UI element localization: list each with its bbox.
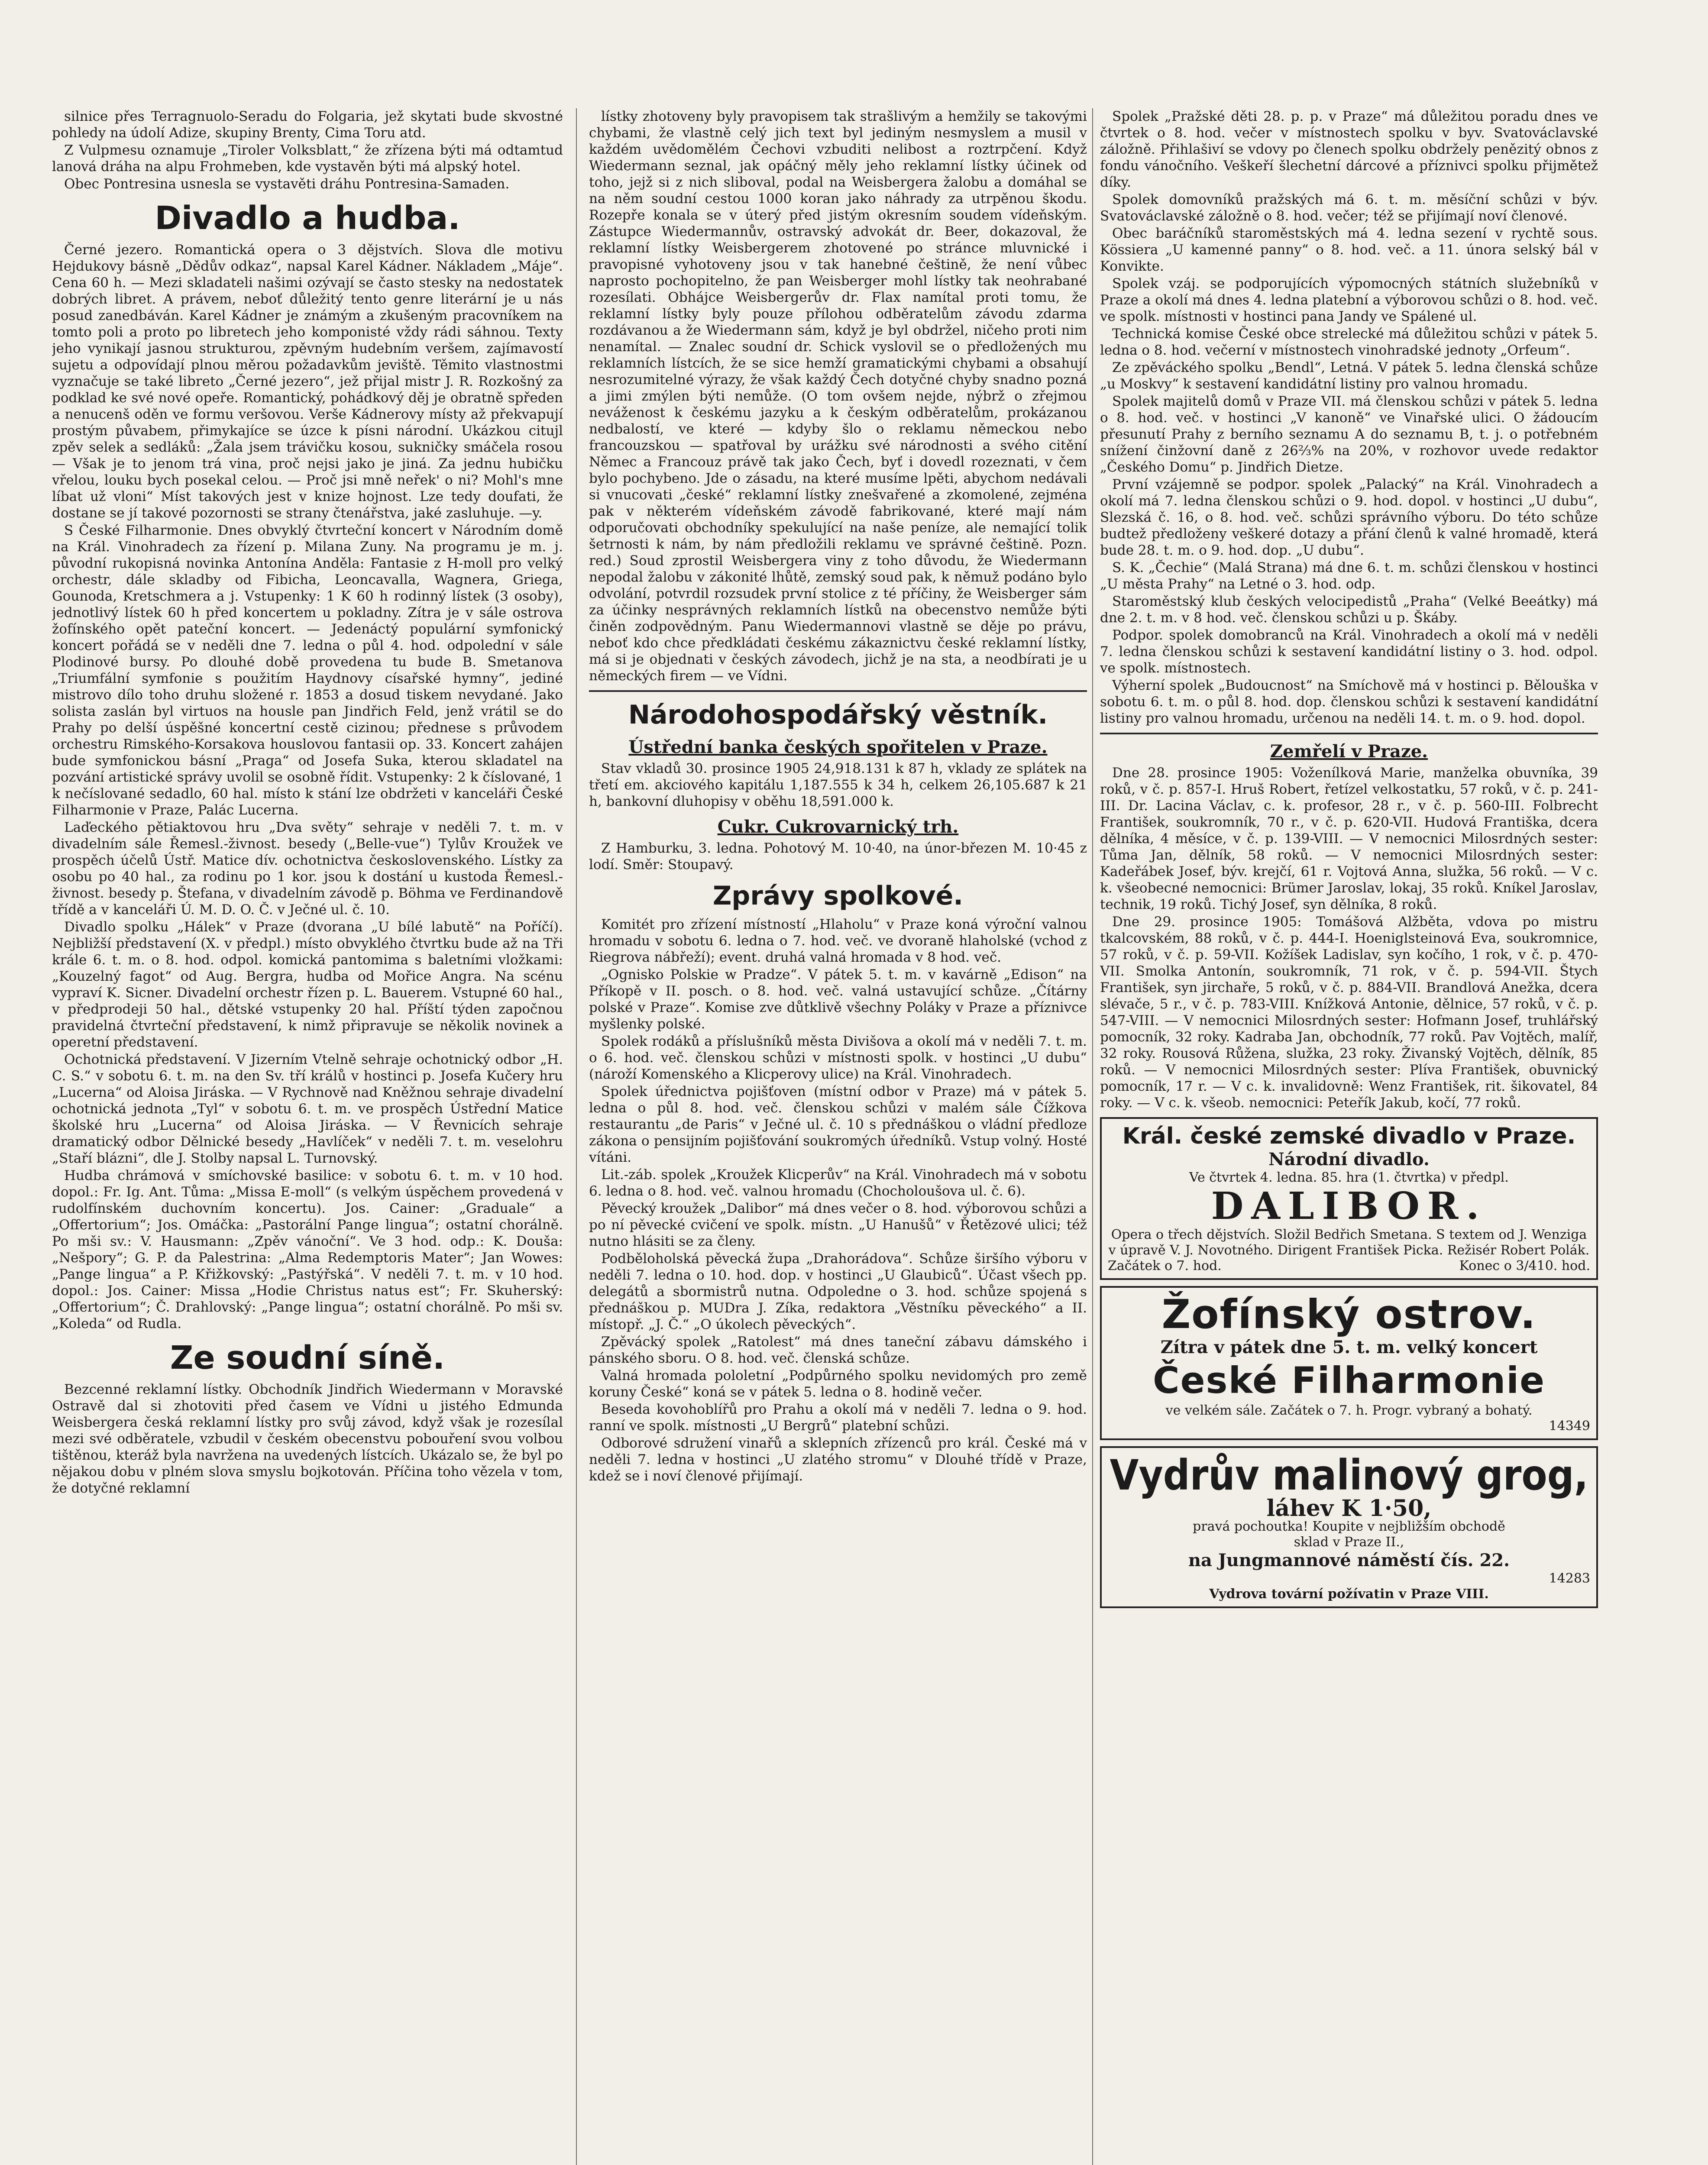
ad-line: Zítra v pátek dne 5. t. m. velký koncert — [1160, 1337, 1538, 1357]
article-paragraph: Valná hromada pololetní „Podpůrného spolku nevidomých pro země koruny České“ koná se v pátek 5. ledna o 8. hodině večer. — [589, 1368, 1087, 1400]
article-paragraph: Obec Pontresina usnesla se vystavěti dráhu Pontresina-Samaden. — [64, 176, 510, 192]
ad-number: 14283 — [1549, 1571, 1590, 1586]
ad-end: Konec o 3/410. hod. — [1459, 1258, 1590, 1273]
article-paragraph: Stav vkladů 30. prosince 1905 24,918.131 k 87 h, vklady ze splátek na třetí em. akciového kapitálu 1,187.555 k 34 h, celkem 26,105.687 k 21 h, bankovní dluhopisy v oběhu 18,591.000 k. — [589, 761, 1087, 809]
article-paragraph: Zpěvácký spolek „Ratolest“ má dnes taneční zábavu dámského i pánského sboru. O 8. hod. več. členská schůze. — [589, 1334, 1087, 1366]
article-paragraph: Odborové sdružení vinařů a sklepních zřízenců pro král. České má v neděli 7. ledna v hostinci „U zlatého stromu“ v Dlouhé třídě v Praze, kdež se i noví členové přijímají. — [589, 1435, 1087, 1484]
article-paragraph: „Ognisko Polskie w Pradze“. V pátek 5. t. m. v kavárně „Edison“ na Příkopě v II. posch. o 8. hod. več. valná ustavující schůze. „Čítárny polské v Praze“. Komise zve důtklivě všechny Poláky v Praze a příznivce myšlenky polské. — [589, 967, 1087, 1032]
article-paragraph: Ochotnická představení. V Jizerním Vtelně sehraje ochotnický odbor „H. C. S.“ v sobotu 6. t. m. na den Sv. tří králů v hostinci p. Josefa Kučery hru „Lucerna“ od Aloisa Jiráska. — V Rychnově nad Kněžnou sehraje divadelní ochotnická jednota „Tyl“ v sobotu 6. t. m. ve prospěch Ústřední Matice školské hru „Lucerna“ od Aloisa Jiráska. — V Řevnicích sehraje dramatický odbor Dělnické besedy „Havlíček“ v neděli 7. t. m. veselohru „Staří blázni“, dle J. Stolby napsal L. Turnovský. — [52, 1052, 563, 1166]
article-paragraph: Komitét pro zřízení místností „Hlaholu“ v Praze koná výroční valnou hromadu v sobotu 6. ledna o 7. hod. več. ve dvoraně hlaholské (vchod z Riegrova nábřeží); event. druhá valná hromada v 8 hod. več. — [589, 917, 1087, 965]
ad-line-2: sklad v Praze II., — [1294, 1535, 1404, 1550]
ad-description: Opera o třech dějstvích. Složil Bedřich Smetana. S textem od J. Wenziga v úpravě V. J. Novotného. Dirigent František Picka. Režisér Robert Polák. — [1108, 1227, 1590, 1258]
article-paragraph: Spolek domovníků pražských má 6. t. m. měsíční schůzi v býv. Svatováclavské záložně o 8. hod. večer; též se přijímají noví členové. — [1100, 192, 1598, 224]
column-rule-2 — [1092, 108, 1093, 2165]
article-paragraph: Technická komise České obce strelecké má důležitou schůzi v pátek 5. ledna o 8. hod. večerní v místnostech vinohradské jednoty „Orfeum“. — [1100, 326, 1598, 358]
ad-orchestra: České Filharmonie — [1152, 1359, 1546, 1402]
column-right — [1100, 108, 1598, 2165]
ad-number: 14349 — [1549, 1419, 1590, 1434]
section-heading-soudni: Ze soudní síně. — [170, 1339, 445, 1377]
ad-subtitle: Národní divadlo. — [1268, 1149, 1430, 1170]
article-paragraph: Lit.-záb. spolek „Kroužek Klicperův“ na Král. Vinohradech má v sobotu 6. ledna o 8. hod. več. valnou hromadu (Chocholoušova ul. č. 6). — [589, 1167, 1087, 1199]
article-paragraph: První vzájemně se podpor. spolek „Palacký“ na Král. Vinohradech a okolí má 7. ledna členskou schůzi o 9. hod. dopol. v hostinci „U dubu“, Slezská č. 16, o 8. hod. več. schůzi správního výboru. Do této schůze budtež předloženy veškeré dotazy a přání členů k valné hromadě, která bude 28. t. m. o 9. hod. dop. „U dubu“. — [1100, 477, 1598, 558]
ad-price: láhev K 1·50, — [1266, 1495, 1432, 1522]
section-heading-spolkove: Zprávy spolkové. — [712, 881, 964, 911]
theatre-advertisement — [1100, 1117, 1598, 1280]
ad-footer: ve velkém sále. Začátek o 7. h. Progr. vybraný a bohatý. — [1165, 1403, 1533, 1418]
ad-start: Začátek o 7. hod. — [1108, 1258, 1222, 1273]
article-paragraph: Spolek majitelů domů v Praze VII. má členskou schůzi v pátek 5. ledna o 8. hod. več. v hostinci „V kanoně“ ve Vinařské ulici. O žádoucím přesunutí Prahy z berního seznamu A do seznamu B, t. j. o potřebném snížení činžovní daně z 26⅔% na 20%, v rozhovor uvede redaktor „Českého Domu“ p. Jindřich Dietze. — [1100, 394, 1598, 475]
subheading-cukr: Cukr. Cukrovarnický trh. — [717, 817, 959, 837]
article-paragraph: Laďeckého pětiaktovou hru „Dva světy“ sehraje v neděli 7. t. m. v divadelním sále Řemesl.-živnost. besedy („Belle-vue“) Tylův Kroužek ve prospěch účelů Ústř. Matice dív. ochotnictva československého. Lístky za osobu po 40 hal., za rodinu po 1 kor. jsou k dostání u kustoda Řemesl.-živnost. besedy p. Štefana, v divadelním závodě p. Böhma ve Ferdinandově třídě a v kanceláři Ú. M. D. O. Č. v Ječné ul. č. 10. — [52, 820, 563, 918]
column-middle — [589, 108, 1087, 2165]
divider — [1100, 733, 1598, 734]
ad-line: Ve čtvrtek 4. ledna. 85. hra (1. čtvrtka) v předpl. — [1189, 1170, 1509, 1185]
article-paragraph: Pěvecký kroužek „Dalibor“ má dnes večer o 8. hod. výborovou schůzi a po ní pěvecké cvičení ve spolk. místn. „U Hanušů“ v Řetězové ulici; též nutno hlásiti se za členy. — [589, 1201, 1087, 1249]
ad-title: Král. české zemské divadlo v Praze. — [1122, 1123, 1576, 1149]
ad-venue: Žofínský ostrov. — [1161, 1291, 1537, 1338]
article-paragraph: Spolek rodáků a příslušníků města Divišova a okolí má v neděli 7. t. m. o 6. hod. več. členskou schůzi v místnosti spolk. v hostinci „U dubu“ (nároží Komenského a Klicperovy ulice) na Král. Vinohradech. — [589, 1034, 1087, 1082]
article-paragraph: S České Filharmonie. Dnes obvyklý čtvrteční koncert v Národním domě na Král. Vinohradech za řízení p. Milana Zuny. Na programu je m. j. původní rukopisná novinka Antonína Anděla: Fantasie z H-moll pro velký orchestr, dále skladby od Fibicha, Leoncavalla, Wagnera, Griega, Gounoda, Kretschmera a j. Vstupenky: 1 K 60 h rodinný lístek (3 osoby), jednotlivý lístek 60 h před koncertem u pokladny. Zítra je v sále ostrova žofínského opět pateční koncert. — Jedenáctý populární symfonický koncert pořádá se v neděli dne 7. ledna o půl 4. hod. odpolední v sále Plodinové bursy. Po dlouhé době provedena tu bude B. Smetanova „Triumfální symfonie s použitím Haydnovy císařské hymny“, jediné mistrovo dílo toho druhu složené r. 1853 a dosud tiskem nevydané. Jako solista zaslán byl virtuos na housle pan Jindřich Feld, jenž vrátil se do Prahy po delší úspěšné koncertní cestě cizinou; přednese s průvodem orchestru Rimského-Korsakova houslovou fantasii op. 33. Koncert zahájen bude symfonickou básní „Praga“ od Josefa Suka, kterou skladatel na pozvání artistické správy uvolil se osobně řídit. Vstupenky: 2 k číslované, 1 k nečíslované sedadlo, 60 hal. místo k stání lze obdržeti v kanceláři České Filharmonie v Praze, Palác Lucerna. — [52, 523, 563, 818]
article-paragraph: Obec baráčníků staroměstských má 4. ledna sezení v rychtě sous. Kössiera „U kamenné panny“ o 8. hod. več. a 11. února selský bál v Konvikte. — [1100, 226, 1598, 274]
article-paragraph: Z Hamburku, 3. ledna. Pohotový M. 10·40, na únor-březen M. 10·45 z lodí. Směr: Stoupavý. — [589, 840, 1087, 872]
article-paragraph: Staroměstský klub českých velocipedistů „Praha“ (Velké Beeátky) má dne 2. t. m. v 8 hod. več. členskou schůzi u p. Škáby. — [1100, 594, 1598, 626]
section-heading-narodohospodarsky: Národohospodářský věstník. — [628, 700, 1048, 730]
grog-advertisement — [1100, 1446, 1598, 1608]
column-left — [52, 108, 563, 2165]
article-paragraph: Spolek „Pražské děti 28. p. p. v Praze“ má důležitou poradu dnes ve čtvrtek o 8. hod. večer v místnostech spolku v byv. Svatováclavské záložně. Přihlašiví se vdovy po členech spolku obdržely penězitý obnos z fondu vánočního. Veškeří šlechetní dárcové a příznivci spolku přijmětež díky. — [1100, 109, 1598, 190]
article-paragraph: Černé jezero. Romantická opera o 3 dějstvích. Slova dle motivu Hejdukovy básně „Dědův odkaz“, napsal Karel Kádner. Nákladem „Máje“. Cena 60 h. — Mezi skladateli našimi ozývají se často stesky na nedostatek dobrých libret. A právem, neboť důležitý tento genre literární je u nás posud zanedbáván. Karel Kádner je známým a zkušeným pracovníkem na tomto poli a proto po libretech jeho komponisté vždy rádi sáhnou. Texty jeho vynikají jasnou strukturou, zpěvným hudebním veršem, zajímavostí sujetu a odpovídají plnou měrou požadavkům jeviště. Těmito vlastnostmi vyznačuje se také libreto „Černé jezero“, jež přijal mistr J. R. Rozkošný za podklad ke své nové opeře. Romantický, pohádkový děj je obratně spředen a nenucenš oděn ve formu veršovou. Verše Kádnerovy místy až překvapují prostým půvabem, přimykajíce se úzce k písni národní. Ukázkou citujl zpěv selek a sedláků: „Žala jsem trávičku kosou, sukničky smáčela rosou — Však je to jenom trá vina, proč nejsi jako je jiná. Za jednu hubičku vřelou, louku bych posekal celou. — Proč jsi mně neřek' o ni? Mohl's mne líbat už vloni“ Míst takových jest v knize hojnost. Lze tedy doufati, že dostane se jí takové pozornosti se strany čtenářstva, jaké zasluhuje. —y. — [52, 242, 563, 521]
ad-address: na Jungmannové náměstí čís. 22. — [1188, 1550, 1510, 1570]
article-paragraph: Z Vulpmesu oznamuje „Tiroler Volksblatt,“ že zřízena býti má odtamtud lanová dráha na alpu Frohmeben, kde vystavěn býti má alpský hotel. — [52, 142, 563, 174]
section-heading-divadlo: Divadlo a hudba. — [155, 200, 460, 237]
article-paragraph: Hudba chrámová v smíchovské basilice: v sobotu 6. t. m. v 10 hod. dopol.: Fr. Ig. Ant. Tůma: „Missa E-moll“ (s velkým úspěchem provedená v rudolfínském duchovním koncertu). Jos. Cainer: „Graduale“ a „Offertorium“; Jos. Omáčka: „Pastorální Pange lingua“; ostatní chorálně. Po mši sv.: V. Hausmann: „Zpěv vánoční“. Ve 3 hod. odp.: K. Douša: „Nešpory“; G. P. da Palestrina: „Alma Redemptoris Mater“; Jan Wowes: „Pange lingua“ a P. Křižkovský: „Pastýřská“. V neděli 7. t. m. v 10 hod. dopol.: Jos. Cainer: Missa „Hodie Christus natus est“; Fr. Skuherský: „Offertorium“; Č. Drahlovský: „Pange lingua“; ostatní chorálně. Po mši sv. „Koleda“ od Rudla. — [52, 1168, 563, 1331]
concert-advertisement — [1100, 1286, 1598, 1440]
section-heading-zemreli: Zemřelí v Praze. — [1270, 741, 1428, 762]
article-paragraph: Spolek vzáj. se podporujících výpomocných státních služebníků v Praze a okolí má dnes 4. ledna platební a výborovou schůzi o 8. hod. več. ve spolk. místnosti v hostinci pana Jandy ve Spálené ul. — [1100, 276, 1598, 324]
article-paragraph: Divadlo spolku „Hálek“ v Praze (dvorana „U bílé labutě“ na Poříčí). Nejbližší představení (X. v předpl.) místo obvyklého čtvrtku bude až na Tři krále 6. t. m. o 8. hod. odpol. komická pantomima s baletními vložkami: „Kouzelný fagot“ od Aug. Bergra, hudba od Mořice Angra. Na scénu vypraví K. Sicner. Divadelní orchestr řízen p. L. Bauerem. Vstupné 60 hal., v předprodeji 50 hal., dětské vstupenky 20 hal. Příští týden započnou pravidelná čtvrteční představení, k nimž připravuje se několik novinek a operetní představení. — [52, 919, 563, 1050]
article-paragraph: Spolek úřednictva pojišťoven (místní odbor v Praze) má v pátek 5. ledna o půl 8. hod. več. členskou schůzi v malém sále Čížkova restaurantu „de Paris“ v Ječné ul. č. 10 s přednáškou o vládní předloze zákona o pensijním pojišťování soukromých úředníků. Vstup volný. Hosté vítáni. — [589, 1084, 1087, 1165]
article-paragraph: Dne 29. prosince 1905: Tomášová Alžběta, vdova po mistru tkalcovském, 88 roků, v č. p. 444-I. Hoeniglsteinová Eva, soukromnice, 57 roků, v č. p. 59-VII. Kožíšek Ladislav, syn kočího, 1 rok, v č. p. 470-VII. Smolka Antonín, soukromník, 71 rok, v č. p. 594-VII. Štych František, syn jirchaře, 5 roků, v č. p. 884-VII. Brandlová Anežka, dcera slévače, 5 r., v č. p. 783-VIII. Knížková Antonie, dělnice, 57 roků, v č. p. 547-VIII. — V nemocnici Milosrdných sester: Hofmann Josef, truhlářský pomocník, 32 roky. Kadraba Jan, obchodník, 77 roků. Pav Vojtěch, malíř, 32 roky. Rousová Růžena, služka, 23 roky. Živanský Vojtěch, dělník, 85 roků. — V nemocnici Milosrdných sester: Plíva František, obuvnický pomocník, 17 r. — V c. k. invalidovně: Wenz František, rit. šikovatel, 84 roky. — V c. k. všeob. nemocnici: Peteřík Jakub, kočí, 77 roků. — [1100, 914, 1598, 1111]
subheading-banka: Ústřední banka českých spořitelen v Praze. — [628, 737, 1048, 757]
ad-footer: Vydrova tovární požívatin v Praze VIII. — [1209, 1587, 1489, 1602]
article-paragraph: lístky zhotoveny byly pravopisem tak strašlivým a hemžily se takovými chybami, že vlastně celý jich text byl jediným nesmyslem a musil v každém uvědomělém Čechovi vzbuditi nelibost a roztrpčení. Když Wiedermann seznal, jak opáčný měly jeho reklamní lístky účinek od toho, jejž si z nich sliboval, podal na Weisbergera žalobu a domáhal se na něm soudní cestou 1000 koran jako náhrady za utrpěnou škodu. Rozepře konala se v úterý před jistým okresním soudem vídeňským. Zástupce Wiedermannův, ostravský advokát dr. Beer, dokazoval, že reklamní lístky Weisbergerem zhotovené po stránce mluvnické i pravopisné vyhotoveny jsou v tak hanebné češtině, že není vůbec naprosto pochopitelno, že pan Weisberger mohl lístky tak neohrabané rozesílati. Obhájce Weisbergerův dr. Flax namítal proti tomu, že reklamní lístky byly pouze přílohou odběratelům závodu zdarma rozdávanou a že Wiedermann sám, když je byl obdržel, ničeho proti nim nenamítal. — Znalec soudní dr. Schick vyslovil se o předložených mu reklamních lístcích, že se sice hemží gramatickými chybami a obsahují nesrozumitelné výrazy, že však každý Čech dotyčné chyby snadno pozná a jimi zmýlen býti nemůže. (O tom ovšem nejde, nýbrž o zřejmou neváženost k českému jazyku a k českým odběratelům, prokázanou nedbalostí, ve které — kdyby šlo o reklamu německou nebo francouzskou — spatřoval by urážku své národnosti a svého citění Němec a Francouz právě tak jako Čech, byť i dovedl rozeznati, v čem bylo pochybeno. Jde o zásadu, na které musíme lpěti, abychom nedávali si vnucovati „české“ reklamní lístky znešvařené a zkomolené, zejména pak v některém vídeňském závodě fabrikované, které mají nám odporučovati obchodníky spekulující na naše peníze, ale nemající tolik šetrnosti k nám, by nám předložili reklamu ve správné češtině. Pozn. red.) Soud zprostil Weisbergera viny z toho důvodu, že Wiedermann nepodal žalobu v zákonité lhůtě, zemský soud pak, k němuž podáno bylo odvolání, potvrdil rozsudek první stolice z té příčiny, že Weisberger sám za účinky nesprávných reklamních lístků na obecenstvo nemůže býti činěn zodpovědným. Panu Wiedermannovi vlastně se děje po právu, neboť kdo chce předkládati českému zákaznictvu české reklamní lístky, má si je objednati v českých závodech, jichž je na sta, a neodbírati je u německých firem — ve Vídni. — [589, 109, 1087, 684]
article-paragraph: Beseda kovohoblířů pro Prahu a okolí má v neděli 7. ledna o 9. hod. ranní ve spolk. místnosti „U Bergrů“ platební schůzi. — [589, 1402, 1087, 1434]
ad-line: pravá pochoutka! Koupite v nejbližším obchodě — [1193, 1519, 1505, 1534]
article-paragraph: Podpor. spolek domobranců na Král. Vinohradech a okolí má v neděli 7. ledna členskou schůzi k sestavení kandidátní listiny o 3. hod. odpol. ve spolk. místnostech. — [1100, 627, 1598, 676]
article-paragraph: S. K. „Čechie“ (Malá Strana) má dne 6. t. m. schůzi členskou v hostinci „U města Prahy“ na Letné o 3. hod. odp. — [1100, 560, 1598, 592]
article-paragraph: Podběloholská pěvecká župa „Drahorádova“. Schůze širšího výboru v neděli 7. ledna o 10. hod. dop. v hostinci „U Glaubiců“. Účast všech pp. delegátů a sbormistrů nutna. Odpoledne o 3. hod. schůze spojená s přednáškou p. MUDra J. Zíka, redaktora „Věstníku pěveckého“ a II. místopř. „J. Č.“ „O úkolech pěveckých“. — [589, 1251, 1087, 1332]
article-paragraph: Bezcenné reklamní lístky. Obchodník Jindřich Wiedermann v Moravské Ostravě dal si zhotoviti před časem ve Vídni u jistého Edmunda Weisbergera česká reklamní lístky pro svůj závod, když však je rozesílal mezi své odběratele, vzbudil v českém obecenstvu pobouření svou volbou tištěnou, kteráž byla navržena na uvedených lístcích. Ukázalo se, že byl po nějakou dobu v plném slova smyslu bojkotován. Příčina toho vězela v tom, že dotyčné reklamní — [52, 1382, 563, 1496]
ad-product: Vydrův malinový grog, — [1110, 1451, 1588, 1499]
column-rule-1 — [576, 108, 577, 2165]
article-paragraph: Výherní spolek „Budoucnost“ na Smíchově má v hostinci p. Bělouška v sobotu 6. t. m. o půl 8. hod. dop. členskou schůzi k sestavení kandidátní listiny pro valnou hromadu, určenou na neděli 14. t. m. o 9. hod. dopol. — [1100, 678, 1598, 726]
article-paragraph: Ze zpěváckého spolku „Bendl“, Letná. V pátek 5. ledna členská schůze „u Moskvy“ k sestavení kandidátní listiny pro valnou hromadu. — [1100, 360, 1598, 392]
divider — [589, 690, 1087, 692]
ad-opera-name: DALIBOR. — [1211, 1184, 1487, 1228]
ad-times — [1108, 1258, 1590, 1274]
article-paragraph: Dne 28. prosince 1905: Voženílková Marie, manželka obuvníka, 39 roků, v č. p. 857-I. Hruš Robert, řetízel velkostatku, 57 roků, v č. p. 241-III. Dr. Lacina Václav, c. k. profesor, 28 r., v č. p. 560-III. Folbrecht František, soukromník, 70 r., v č. p. 620-VII. Hudová Františka, dcera dělníka, 4 měsíce, v č. p. 139-VIII. — V nemocnici Milosrdných sester: Tůma Jan, dělník, 58 roků. — V nemocnici Milosrdných sester: Kadeřábek Josef, býv. krejčí, 61 r. Vojtová Anna, služka, 56 roků. — V c. k. všeobecné nemocnici: Brümer Jaroslav, lokaj, 35 roků. Kníkel Jaroslav, technik, 19 roků. Tichý Josef, syn dělníka, 8 roků. — [1100, 765, 1598, 912]
article-paragraph: silnice přes Terragnuolo-Seradu do Folgaria, jež skytati bude skvostné pohledy na údolí Adize, skupiny Brenty, Cima Toru atd. — [52, 109, 563, 141]
